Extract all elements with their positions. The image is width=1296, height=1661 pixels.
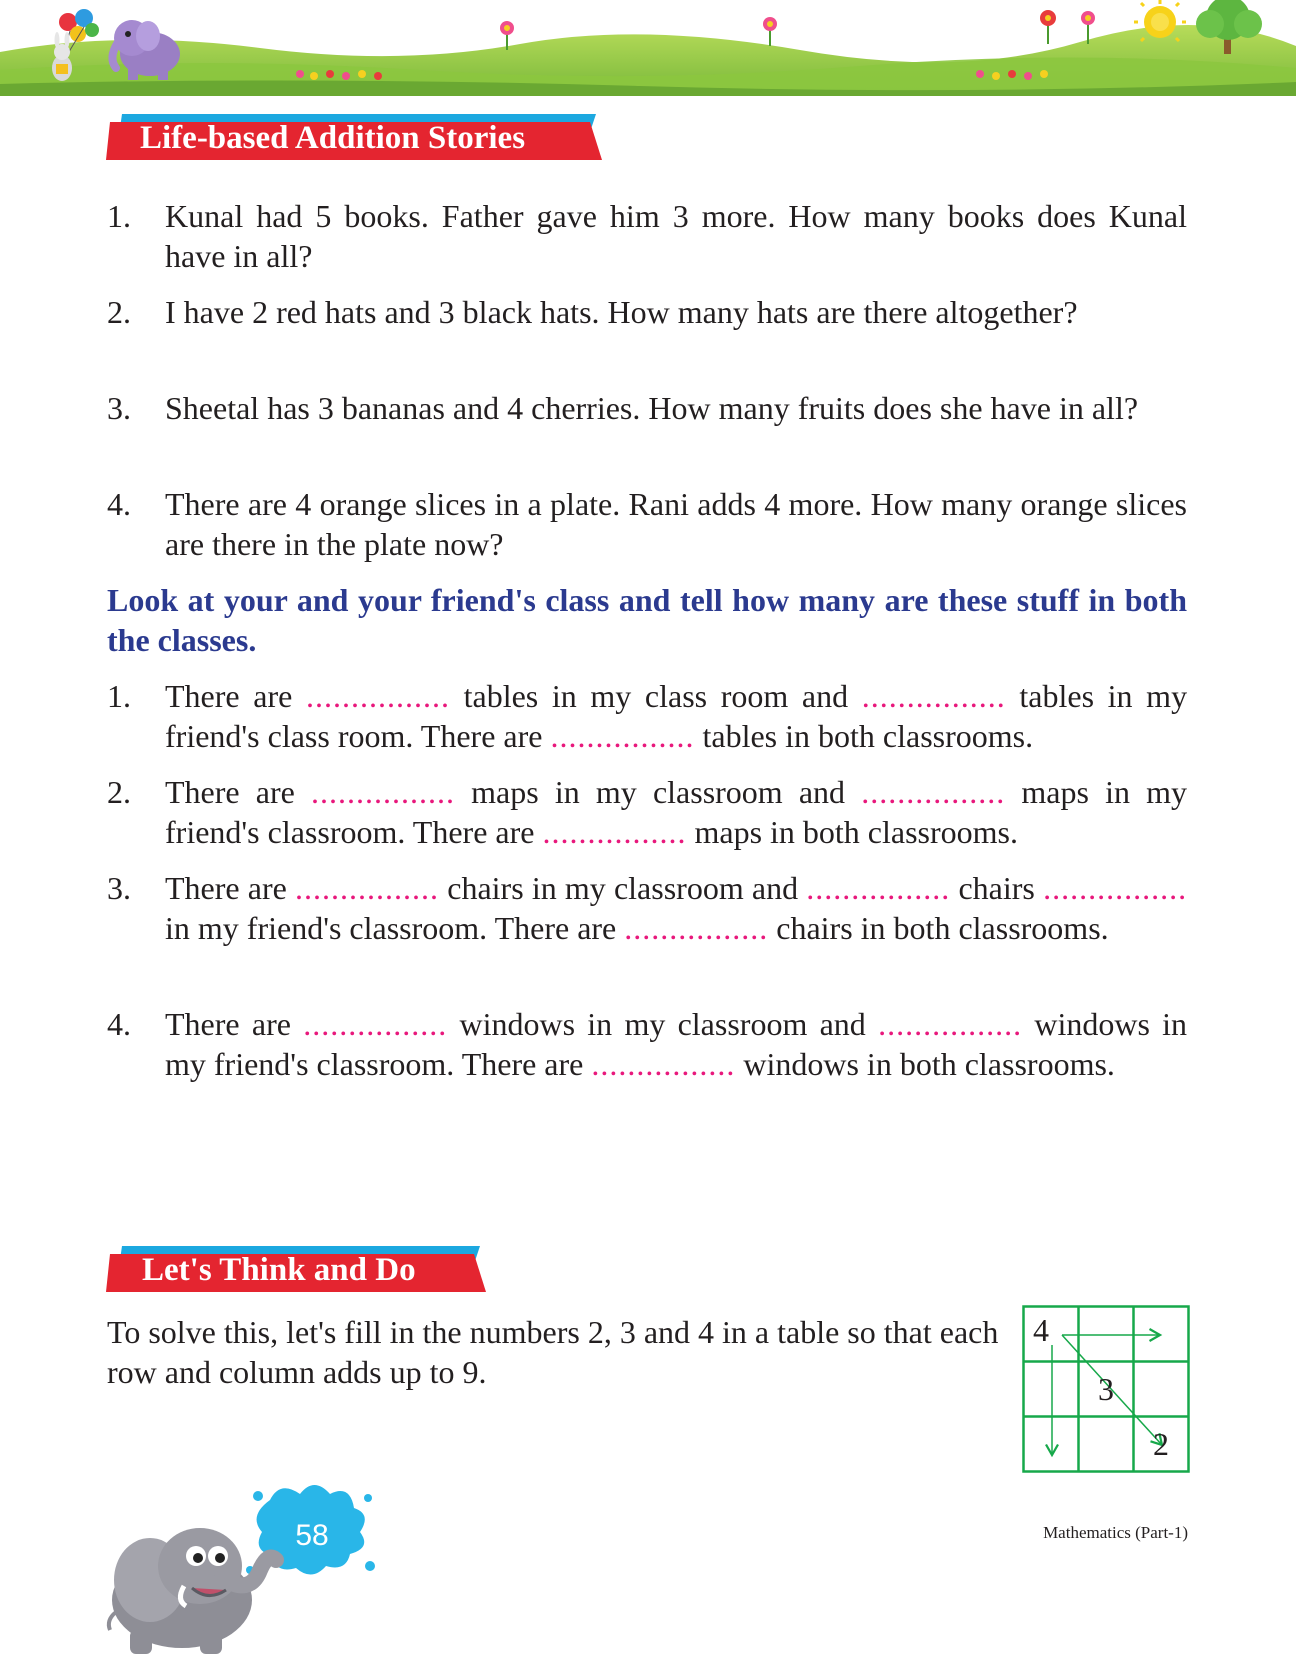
item-text: Sheetal has 3 bananas and 4 cherries. How many fruits does she have in all? — [165, 390, 1139, 426]
answer-blank[interactable]: ................ — [303, 1006, 448, 1042]
answer-blank[interactable]: ................ — [305, 678, 450, 714]
section-ribbon-think-and-do — [106, 1244, 486, 1302]
item-text: chairs — [958, 870, 1035, 906]
item-text: Kunal had 5 books. Father gave him 3 more. How many books does Kunal have in all? — [165, 198, 1187, 274]
answer-blank[interactable]: ................ — [1043, 870, 1188, 906]
answer-blank[interactable]: ................ — [295, 870, 440, 906]
magic-square-grid — [1022, 1305, 1190, 1473]
puzzle-description: To solve this, let's fill in the numbers 2, 3 and 4 in a table so that each row and column adds up to 9. — [107, 1314, 999, 1390]
item-text: There are — [165, 678, 293, 714]
item-text: I have 2 red hats and 3 black hats. How many hats are there altogether? — [165, 294, 1078, 330]
item-text: chairs in my classroom and — [447, 870, 799, 906]
section-title: Life-based Addition Stories — [140, 120, 526, 156]
grid-cell-value: 3 — [1098, 1371, 1114, 1407]
item-text: tables in my class room and — [463, 678, 849, 714]
answer-blank[interactable]: ................ — [310, 774, 455, 810]
answer-blank[interactable]: ................ — [878, 1006, 1023, 1042]
fill-blank-item — [107, 676, 1187, 756]
list-item — [107, 292, 1187, 332]
header-banner — [0, 0, 1296, 96]
book-title: Mathematics (Part-1) — [1043, 1523, 1188, 1542]
item-text: maps in my friend's classroom. There are — [165, 774, 1187, 850]
item-number: 3. — [107, 870, 131, 906]
elephant-icon — [109, 1528, 276, 1654]
item-text: windows in both classrooms. — [743, 1046, 1115, 1082]
answer-blank[interactable]: ................ — [624, 910, 769, 946]
item-text: There are — [165, 1006, 291, 1042]
item-number: 2. — [107, 774, 131, 810]
item-number: 1. — [107, 198, 131, 234]
answer-blank[interactable]: ................ — [542, 814, 687, 850]
item-text: in my friend's classroom. There are — [165, 910, 617, 946]
item-number: 2. — [107, 294, 131, 330]
answer-blank[interactable]: ................ — [806, 870, 951, 906]
instruction-text: Look at your and your friend's class and tell how many are these stuff in both the classes. — [107, 582, 1187, 658]
list-item — [107, 484, 1187, 564]
item-number: 1. — [107, 678, 131, 714]
item-text: windows in my friend's classroom. There are — [165, 1006, 1188, 1082]
item-number: 4. — [107, 1006, 131, 1042]
item-text: windows in my classroom and — [459, 1006, 866, 1042]
item-text: There are 4 orange slices in a plate. Rani adds 4 more. How many orange slices are there in the plate now? — [165, 486, 1187, 562]
answer-blank[interactable]: ................ — [861, 678, 1006, 714]
item-number: 4. — [107, 486, 131, 522]
list-item — [107, 196, 1187, 276]
answer-blank[interactable]: ................ — [591, 1046, 736, 1082]
mascot-elephant — [100, 1470, 380, 1656]
meadow-illustration — [0, 0, 1296, 96]
grid-cell-value: 2 — [1153, 1426, 1169, 1462]
answer-blank[interactable]: ................ — [550, 718, 695, 754]
answer-blank[interactable]: ................ — [861, 774, 1006, 810]
list-item — [107, 388, 1187, 428]
grid-cell-value: 4 — [1033, 1312, 1049, 1348]
fill-blank-item — [107, 1004, 1187, 1084]
section-ribbon-addition-stories — [106, 112, 602, 170]
item-text: There are — [165, 870, 287, 906]
fill-blank-item — [107, 772, 1187, 852]
item-text: chairs in both classrooms. — [776, 910, 1109, 946]
fill-blank-item — [107, 868, 1187, 948]
item-text: maps in both classrooms. — [694, 814, 1018, 850]
page-number: 58 — [295, 1519, 329, 1552]
item-number: 3. — [107, 390, 131, 426]
item-text: tables in my friend's class room. There are — [165, 678, 1188, 754]
section-title: Let's Think and Do — [142, 1252, 416, 1288]
item-text: tables in both classrooms. — [702, 718, 1034, 754]
item-text: There are — [165, 774, 295, 810]
item-text: maps in my classroom and — [471, 774, 846, 810]
